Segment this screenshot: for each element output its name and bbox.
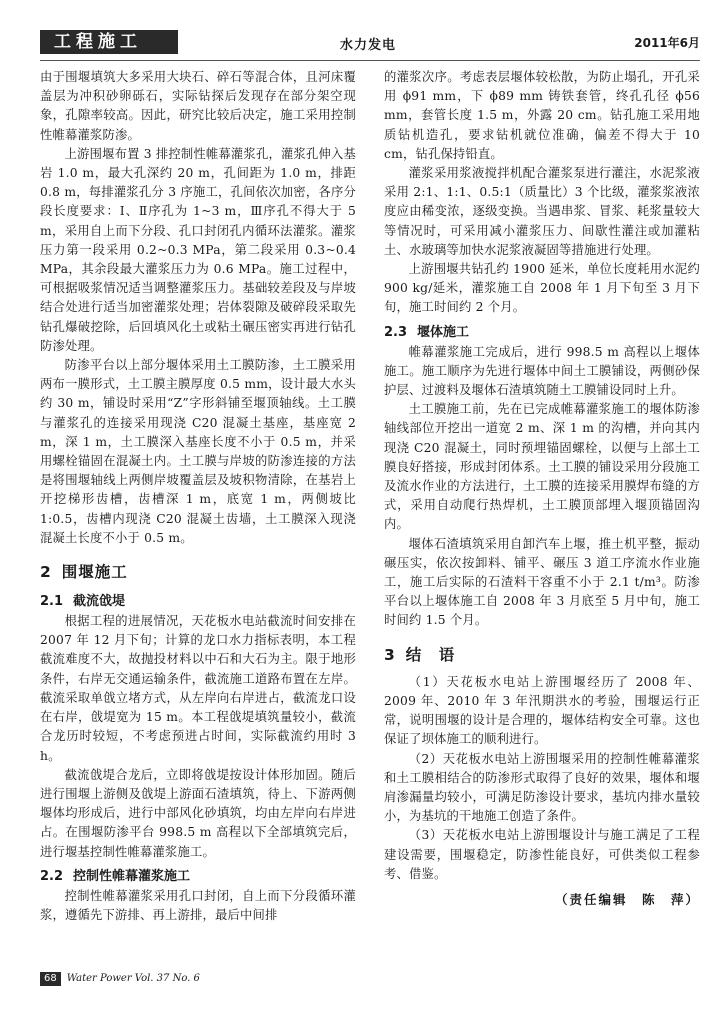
paragraph: 帷幕灌浆施工完成后，进行 998.5 m 高程以上堰体施工。施工顺序为先进行堰体中间土工膜铺设，两侧砂保护层、过渡料及堰体石渣填筑随土工膜铺设同时上升。	[384, 344, 700, 398]
paragraph: 控制性帷幕灌浆采用孔口封闭，自上而下分段循环灌浆，遵循先下游排、再上游排，最后中间排	[40, 888, 356, 922]
subsection-title: 堰体施工	[417, 324, 470, 340]
section-heading	[384, 643, 700, 665]
subsection-number: 2.2	[40, 868, 64, 884]
subsection-heading	[40, 590, 356, 609]
paragraph: （3）天花板水电站上游围堰设计与施工满足了工程建设需要，围堰稳定，防渗性能良好，可供类似工程参考、借鉴。	[384, 828, 700, 881]
section-number: 3	[384, 645, 396, 664]
subsection-number: 2.1	[40, 594, 64, 610]
paragraph: 的灌浆次序。考虑表层堰体较松散，为防止塌孔，开孔采用 ϕ91 mm，下 ϕ89 mm 铸铁套管，终孔孔径 ϕ56 mm，套管长度 1.5 m，外露 20 cm。钻孔施工采用地质钻机造孔，要求钻机就位准确，偏差不得大于 10 cm，钻孔保持铅直。	[384, 70, 700, 161]
section-tag: 工程施工	[40, 30, 178, 54]
editor-credit: （责任编辑 陈 萍）	[554, 891, 700, 907]
paragraph: 上游围堰共钻孔约 1900 延米，单位长度耗用水泥约 900 kg/延米，灌浆施工自 2008 年 1 月下旬至 3 月下旬，施工时间约 2 个月。	[384, 262, 700, 315]
paragraph: 截流戗堤合龙后，立即将戗堤按设计体形加固。随后进行围堰上游侧及戗堤上游面石渣填筑，待上、下游两侧堰体均形成后，进行中部风化砂填筑，均由左岸向右岸进占。在围堰防渗平台 998.5 m 高程以下全部填筑完后，进行堰基控制性帷幕灌浆施工。	[40, 767, 356, 859]
paragraph: 防渗平台以上部分堰体采用土工膜防渗，土工膜采用两布一膜形式，土工膜主膜厚度 0.5 mm，设计最大水头约 30 m，铺设时采用“Z”字形斜铺至堰顶轴线。土工膜与灌浆孔的连接采用现浇 C20 混凝土基座，基座宽 2 m，深 1 m，土工膜深入基座长度不小于 0.5 m，并采用螺栓锚固在混凝土内。土工膜与岸坡的防渗连接的方法是将围堰轴线上两侧岸坡覆盖层及坡积物清除，在基岩上开挖梯形齿槽，齿槽深 1 m，底宽 1 m，两侧坡比 1:0.5，齿槽内现浇 C20 混凝土齿墙，土工膜深入现浇混凝土长度不小于 0.5 m。	[40, 358, 356, 545]
subsection-title: 控制性帷幕灌浆施工	[73, 868, 191, 884]
paragraph: （2）天花板水电站上游围堰采用的控制性帷幕灌浆和土工膜相结合的防渗形式取得了良好的效果，堰体和堰肩渗漏量均较小，可满足防渗设计要求，基坑内排水量较小，为基坑的干地施工创造了条件。	[384, 751, 700, 824]
paragraph: （1）天花板水电站上游围堰经历了 2008 年、2009 年、2010 年 3 年汛期洪水的考验，围堰运行正常，说明围堰的设计是合理的，堰体结构安全可靠。这也保证了坝体施工的顺利进行。	[384, 674, 700, 747]
paragraph: 土工膜施工前，先在已完成帷幕灌浆施工的堰体防渗轴线部位开挖出一道宽 2 m、深 1 m 的沟槽，并向其内现浇 C20 混凝土，同时预埋锚固螺栓，以便与上部土工膜良好搭接，形成封闭体系。土工膜的铺设采用分段施工及流水作业的方法进行，土工膜的连接采用膜焊布缝的方式，采用自动爬行热焊机，土工膜顶部埋入堰顶锚固沟内。	[384, 402, 700, 532]
section-heading	[40, 560, 356, 582]
paragraph: 由于围堰填筑大多采用大块石、碎石等混合体，且河床覆盖层为冲积砂卵砾石，实际钻探后发现存在部分架空现象，孔隙率较高。因此，研究比较后决定，施工采用控制性帷幕灌浆防渗。	[40, 70, 356, 142]
paragraph: 根据工程的进展情况，天花板水电站截流时间安排在 2007 年 12 月下旬；计算的龙口水力指标表明，本工程截流难度不大，故抛投材料以中石和大石为主。限于地形条件，右岸无交通运输条件，截流施工道路布置在左岸。截流采取单戗立堵方式，从左岸向右岸进占，截流龙口设在右岸，戗堤宽为 15 m。本工程戗堤填筑量较小，截流合龙历时较短，不考虑预进占时间，实际截流约用时 3 h。	[40, 614, 356, 763]
left-column	[40, 68, 356, 925]
section-number: 2	[40, 563, 52, 582]
paragraph: 堰体石渣填筑采用自卸汽车上堰，推土机平整，振动碾压实，依次按卸料、铺平、碾压 3 道工序流水作业施工，施工后实际的石渣料干容重不小于 2.1 t/m³。防渗平台以上堰体施工自 2008 年 3 月底至 5 月中旬，施工时间约 1.5 个月。	[384, 536, 700, 628]
page-footer	[40, 968, 200, 984]
right-column	[384, 68, 700, 908]
header-divider	[40, 60, 700, 61]
section-title: 围堰施工	[61, 563, 128, 582]
paragraph: 上游围堰布置 3 排控制性帷幕灌浆孔，灌浆孔伸入基岩 1.0 m，最大孔深约 20 m，孔间距为 1.0 m，排距 0.8 m，每排灌浆孔分 3 序施工，孔间依次加密，各序分段长度要求：Ⅰ、Ⅱ序孔为 1~3 m，Ⅲ序孔不得大于 5 m，采用自上而下分段、孔口封闭孔内循环法灌浆。灌浆压力第一段采用 0.2~0.3 MPa，第二段采用 0.3~0.4 MPa，其余段最大灌浆压力为 0.6 MPa。施工过程中，可根据吸浆情况适当调整灌浆压力。基础较差段及与岸坡结合处进行适当加密灌浆处理；岩体裂隙及破碎段采取先钻孔爆破挖除，后回填风化土或粘土碾压密实再进行钻孔防渗处理。	[40, 146, 356, 353]
journal-name: 水力发电	[340, 38, 397, 53]
page-number: 68	[40, 972, 61, 986]
subsection-number: 2.3	[384, 324, 408, 340]
subsection-heading	[40, 865, 356, 884]
subsection-heading	[384, 321, 700, 340]
subsection-title: 截流戗堤	[73, 594, 126, 610]
section-title: 结 语	[405, 645, 456, 664]
journal-volume: Water Power Vol. 37 No. 6	[66, 973, 200, 984]
page-header	[40, 28, 700, 58]
issue-date: 2011年6月	[634, 36, 700, 50]
paragraph: 灌浆采用浆液搅拌机配合灌浆泵进行灌注，水泥浆液采用 2:1、1:1、0.5:1（质量比）3 个比级，灌浆浆液浓度应由稀变浓，逐级变换。当遇串浆、冒浆、耗浆量较大等情况时，可采用减小灌浆压力、间歇性灌注或加灌粘土、水玻璃等加快水泥浆液凝固等措施进行处理。	[384, 166, 700, 257]
